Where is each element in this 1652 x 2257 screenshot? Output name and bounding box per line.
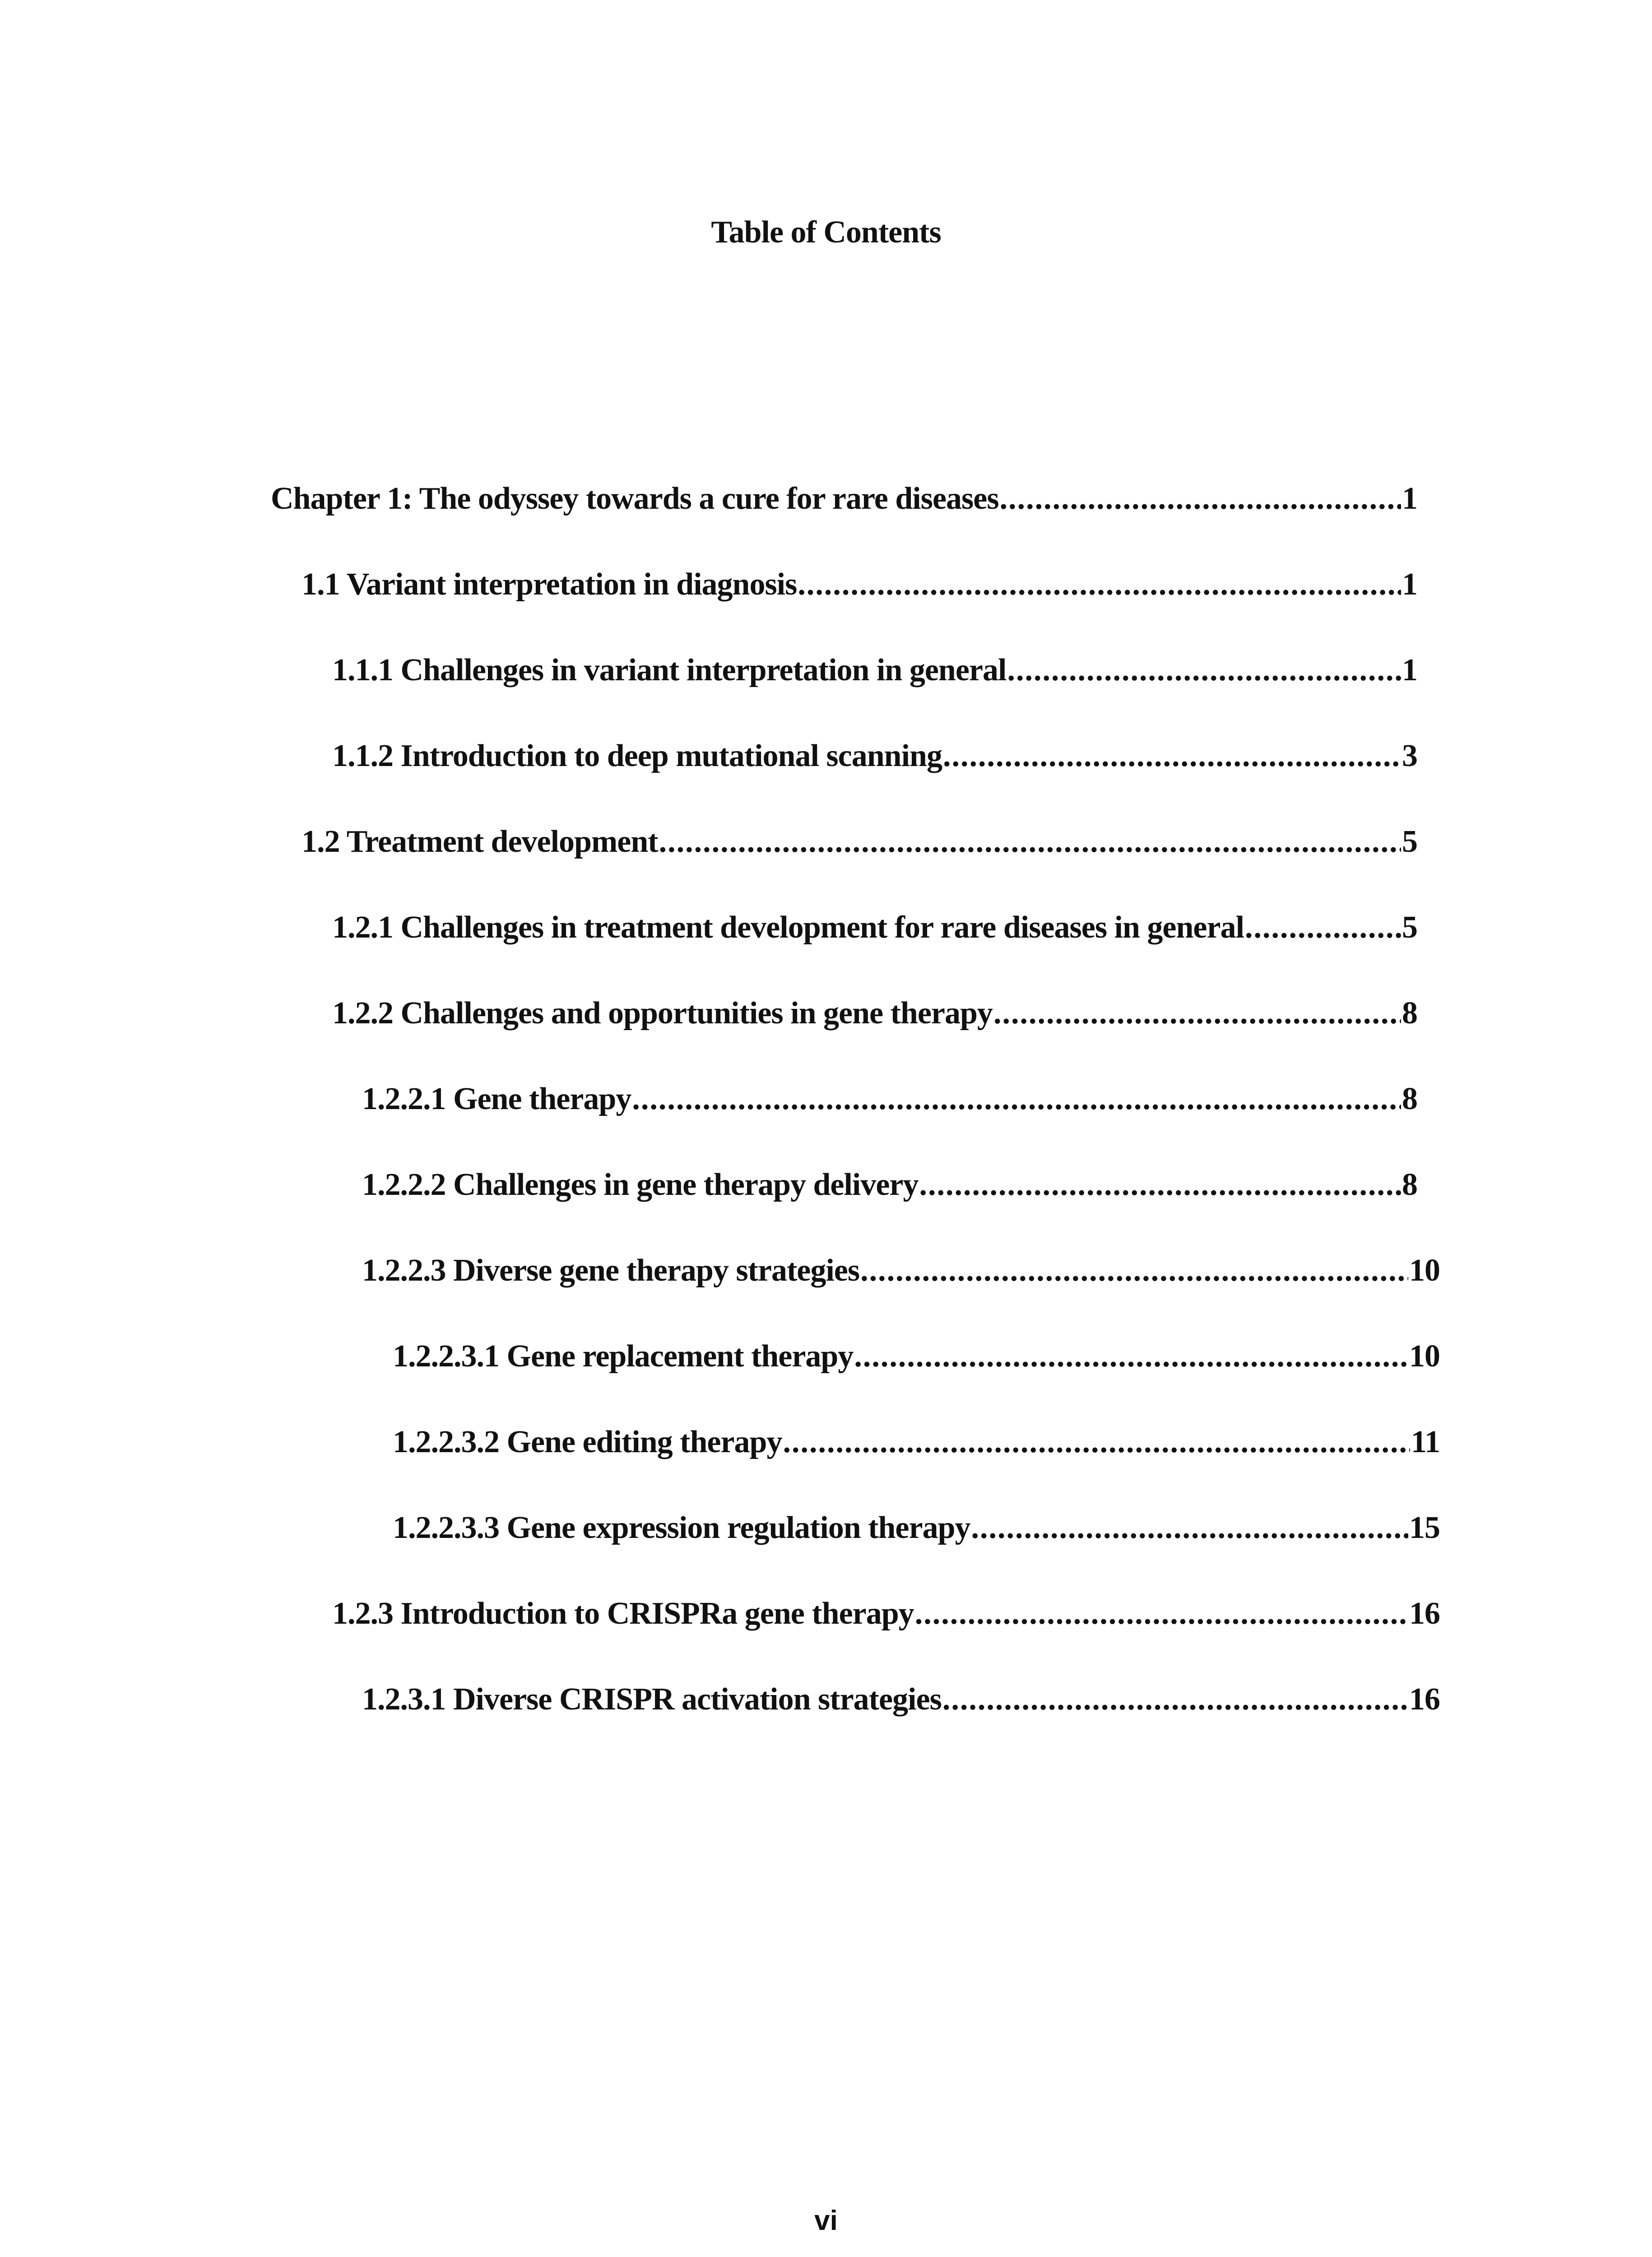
toc-entry-label: 1.2.2.3 Diverse gene therapy strategies xyxy=(362,1253,860,1288)
toc-entry[interactable] xyxy=(0,478,1652,519)
toc-entry[interactable] xyxy=(0,1079,1652,1119)
toc-dot-leader xyxy=(783,1422,1410,1463)
toc-entry-page: 10 xyxy=(1409,1339,1440,1374)
toc-entry-label: 1.2.1 Challenges in treatment development for rare diseases in general xyxy=(332,910,1244,945)
toc-entry-label: 1.2.2.3.1 Gene replacement therapy xyxy=(393,1339,854,1374)
toc-entry-page: 3 xyxy=(1402,738,1417,773)
toc-entry-page: 10 xyxy=(1409,1253,1440,1288)
toc-dot-leader xyxy=(1000,478,1401,519)
toc-entry[interactable] xyxy=(0,993,1652,1034)
toc-entry-label: Chapter 1: The odyssey towards a cure for rare diseases xyxy=(271,481,999,516)
toc-entry-label: 1.2.2 Challenges and opportunities in gene therapy xyxy=(332,996,993,1031)
toc-dot-leader xyxy=(854,1336,1408,1377)
toc-dot-leader xyxy=(971,1508,1408,1548)
toc-entry[interactable] xyxy=(0,1508,1652,1548)
toc-entry-label: 1.2.2.3.2 Gene editing therapy xyxy=(393,1425,782,1459)
toc-entry-page: 8 xyxy=(1402,1167,1417,1202)
toc-entry[interactable] xyxy=(0,907,1652,948)
toc-entry-label: 1.2.3 Introduction to CRISPRa gene therapy xyxy=(332,1596,914,1631)
toc-entry-label: 1.1.1 Challenges in variant interpretation in general xyxy=(332,653,1007,687)
toc-dot-leader xyxy=(942,1679,1408,1720)
toc-entry[interactable] xyxy=(0,1250,1652,1291)
toc-entry[interactable] xyxy=(0,1593,1652,1634)
toc-dot-leader xyxy=(798,564,1401,605)
toc-entry[interactable] xyxy=(0,650,1652,691)
toc-entry-page: 5 xyxy=(1402,910,1417,945)
toc-dot-leader xyxy=(915,1593,1408,1634)
toc-dot-leader xyxy=(943,736,1401,776)
toc-dot-leader xyxy=(659,822,1401,862)
toc-entry-label: 1.2.2.3.3 Gene expression regulation therapy xyxy=(393,1510,970,1545)
toc-entry-page: 1 xyxy=(1402,653,1417,687)
toc-entry-page: 11 xyxy=(1411,1425,1440,1459)
toc-entry-label: 1.2.2.2 Challenges in gene therapy delivery xyxy=(362,1167,919,1202)
toc-entry-page: 16 xyxy=(1409,1682,1440,1717)
toc-entry-label: 1.1 Variant interpretation in diagnosis xyxy=(302,567,797,602)
toc-entry-page: 15 xyxy=(1409,1510,1440,1545)
toc-entry-label: 1.2.2.1 Gene therapy xyxy=(362,1082,631,1116)
toc-entry[interactable] xyxy=(0,736,1652,776)
toc-dot-leader xyxy=(919,1165,1401,1205)
toc-entry-page: 5 xyxy=(1402,824,1417,859)
toc-entry[interactable] xyxy=(0,1165,1652,1205)
toc-entry-page: 16 xyxy=(1409,1596,1440,1631)
toc-entry-page: 1 xyxy=(1402,481,1417,516)
toc-dot-leader xyxy=(860,1250,1408,1291)
toc-dot-leader xyxy=(632,1079,1401,1119)
toc-entry[interactable] xyxy=(0,564,1652,605)
toc-entry[interactable] xyxy=(0,1679,1652,1720)
toc-entry[interactable] xyxy=(0,822,1652,862)
toc-entry-label: 1.1.2 Introduction to deep mutational scanning xyxy=(332,738,942,773)
toc-entry-page: 8 xyxy=(1402,996,1417,1031)
toc-entry-page: 8 xyxy=(1402,1082,1417,1116)
toc-dot-leader xyxy=(993,993,1401,1034)
toc-entry-label: 1.2 Treatment development xyxy=(302,824,658,859)
toc-dot-leader xyxy=(1007,650,1401,691)
page-title: Table of Contents xyxy=(711,215,941,250)
toc-entry-label: 1.2.3.1 Diverse CRISPR activation strategies xyxy=(362,1682,942,1717)
toc-entry[interactable] xyxy=(0,1336,1652,1377)
toc-entry-page: 1 xyxy=(1402,567,1417,602)
toc-dot-leader xyxy=(1245,907,1401,948)
toc-entry[interactable] xyxy=(0,1422,1652,1463)
page-number: vi xyxy=(814,2205,838,2236)
